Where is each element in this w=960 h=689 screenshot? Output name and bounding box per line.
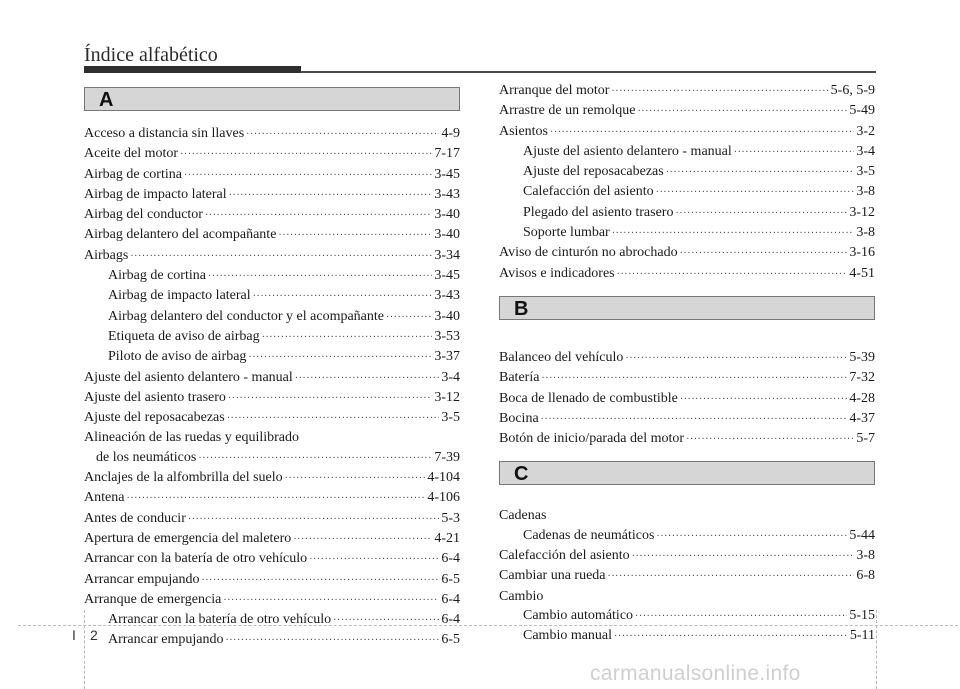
index-entry: Airbag de cortina ····· 3-45	[84, 165, 460, 185]
watermark: carmanualsonline.info	[590, 662, 801, 685]
index-entry: Ajuste del reposacabezas ····· 3-5	[84, 408, 460, 428]
index-subentry: Ajuste del asiento delantero - manual ····· 3-4	[499, 142, 875, 162]
index-entry: Arrancar empujando ····· 6-5	[84, 570, 460, 590]
footer-section-letter: I	[72, 627, 76, 643]
footer-crop-mark-left	[84, 610, 85, 689]
index-entry-head: Cambio	[499, 588, 544, 604]
index-subentry: Cambio manual ····· 5-11	[499, 626, 875, 646]
index-entry: Arrancar con la batería de otro vehículo ····· 6-4	[84, 549, 460, 569]
index-subentry: Cambio automático ····· 5-15	[499, 606, 875, 626]
index-entry: Cambiar una rueda ····· 6-8	[499, 566, 875, 586]
page-title: Índice alfabético	[84, 44, 218, 66]
index-entry: Acceso a distancia sin llaves ····· 4-9	[84, 124, 460, 144]
section-header-c: C	[499, 461, 875, 485]
index-entry: Antes de conducir ····· 5-3	[84, 509, 460, 529]
index-entry: Aviso de cinturón no abrochado ····· 3-16	[499, 243, 875, 263]
index-subentry: Airbag de impacto lateral ····· 3-43	[84, 286, 460, 306]
index-entry: Aceite del motor ····· 7-17	[84, 144, 460, 164]
index-entry: Asientos ····· 3-2	[499, 122, 875, 142]
index-entry: Balanceo del vehículo ····· 5-39	[499, 348, 875, 368]
index-subentry: Plegado del asiento trasero ····· 3-12	[499, 203, 875, 223]
index-entry: Calefacción del asiento ····· 3-8	[499, 546, 875, 566]
index-entry: Avisos e indicadores ····· 4-51	[499, 264, 875, 284]
index-entry-head: Alineación de las ruedas y equilibrado	[84, 430, 299, 446]
index-entry: Boca de llenado de combustible ····· 4-28	[499, 389, 875, 409]
index-entry: Airbags ····· 3-34	[84, 246, 460, 266]
index-entry: Arrastre de un remolque ····· 5-49	[499, 101, 875, 121]
index-entry: Arranque de emergencia ····· 6-4	[84, 590, 460, 610]
index-entry: Airbag del conductor ····· 3-40	[84, 205, 460, 225]
index-entry: Batería ····· 7-32	[499, 368, 875, 388]
index-subentry: Ajuste del reposacabezas ····· 3-5	[499, 162, 875, 182]
index-subentry: Calefacción del asiento ····· 3-8	[499, 182, 875, 202]
index-subentry: Piloto de aviso de airbag ····· 3-37	[84, 347, 460, 367]
footer-crop-line	[18, 625, 958, 626]
index-subentry: Arrancar empujando ····· 6-5	[84, 630, 460, 650]
section-header-b: B	[499, 296, 875, 320]
header-rule-accent	[84, 66, 301, 73]
index-entry: Ajuste del asiento trasero ····· 3-12	[84, 388, 460, 408]
index-entry-continuation: de los neumáticos ····· 7-39	[84, 448, 460, 468]
index-entry-head: Cadenas	[499, 508, 547, 524]
index-subentry: Etiqueta de aviso de airbag ····· 3-53	[84, 327, 460, 347]
index-subentry: Cadenas de neumáticos ····· 5-44	[499, 526, 875, 546]
section-header-a: A	[84, 87, 460, 111]
index-entry: Bocina ····· 4-37	[499, 409, 875, 429]
index-entry: Ajuste del asiento delantero - manual ····· 3-4	[84, 368, 460, 388]
index-subentry: Arrancar con la batería de otro vehículo ····· 6-4	[84, 610, 460, 630]
index-subentry: Airbag de cortina ····· 3-45	[84, 266, 460, 286]
index-entry: Airbag delantero del acompañante ····· 3-40	[84, 225, 460, 245]
index-subentry: Soporte lumbar ····· 3-8	[499, 223, 875, 243]
index-entry: Arranque del motor ····· 5-6, 5-9	[499, 81, 875, 101]
index-column-right	[499, 81, 875, 647]
index-entry: Anclajes de la alfombrilla del suelo ····· 4-104	[84, 468, 460, 488]
index-subentry: Airbag delantero del conductor y el acompañante ····· 3-40	[84, 307, 460, 327]
index-entry: Antena ····· 4-106	[84, 488, 460, 508]
index-entry: Airbag de impacto lateral ····· 3-43	[84, 185, 460, 205]
index-column-left	[84, 87, 460, 651]
footer-page-number: 2	[90, 627, 98, 643]
footer-crop-mark-right	[876, 610, 877, 689]
index-entry: Botón de inicio/parada del motor ····· 5-7	[499, 429, 875, 449]
index-entry: Apertura de emergencia del maletero ····· 4-21	[84, 529, 460, 549]
